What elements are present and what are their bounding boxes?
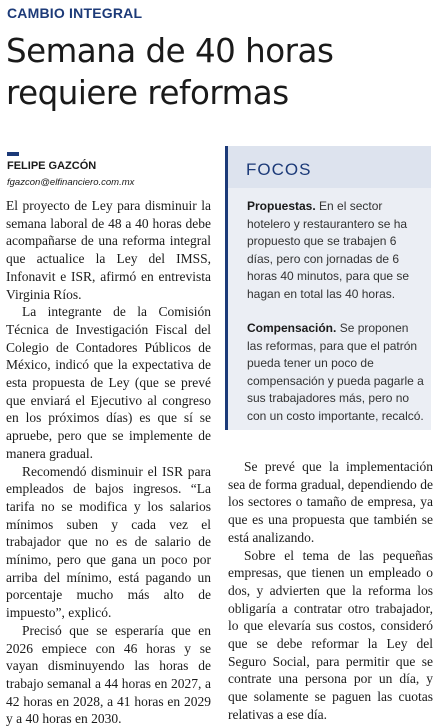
focos-header bbox=[228, 146, 431, 188]
focos-item-lead: Compensación. bbox=[247, 321, 337, 335]
focos-item-text: En el sector hotelero y restaurantero se ha propuesto que se trabajen 6 días, pero con jornadas de 6 horas 40 minutos, para que se hagan en total las 40 horas. bbox=[247, 199, 410, 301]
body-paragraph: Precisó que se esperaría que en 2026 empiece con 46 horas y se vayan disminuyendo las horas de trabajo semanal a 44 horas en 2027, a 42 horas en 2028, a 41 horas en 2029 y a 40 horas en 2030. bbox=[6, 622, 211, 727]
byline-author: FELIPE GAZCÓN bbox=[7, 160, 97, 172]
focos-sidebar bbox=[225, 146, 431, 430]
body-paragraph: Recomendó disminuir el ISR para empleados de bajos ingresos. “La tarifa no se modifica y los salarios mínimos suben y cada vez el trabajador que no es de salario de mínimo, pero que gana un poco por arriba del mínimo, está pagando un porcentaje mucho más alto de impuesto”, explicó. bbox=[6, 463, 211, 621]
focos-item-lead: Propuestas. bbox=[247, 199, 316, 213]
focos-item bbox=[247, 198, 424, 304]
body-paragraph: Sobre el tema de las pequeñas empresas, que tienen un empleado o dos, y advierten que la reforma los obligaría a contratar otro trabajador, lo que elevaría sus costos, consideró que se debe reformar la Ley del Seguro Social, para permitir que se contrate una persona por un día, y que solamente se paguen las cuotas relativas a ese día. bbox=[228, 547, 433, 722]
body-paragraph: Se prevé que la implementación sea de forma gradual, dependiendo de los sectores o tamaño de empresa, ya que es una propuesta que también se está analizando. bbox=[228, 459, 433, 545]
byline-rule bbox=[7, 152, 19, 156]
section-tag: CAMBIO INTEGRAL bbox=[7, 5, 143, 21]
focos-title: FOCOS bbox=[246, 160, 312, 179]
body-paragraph: La integrante de la Comisión Técnica de Investigación Fiscal del Colegio de Contadores Públicos de México, indicó que la expectativa de esta propuesta de Ley (que se prevé que enviará el Ejecutivo al congreso en los próximos días) es que sí se apruebe, pero que se implemente de manera gradual. bbox=[6, 304, 211, 461]
focos-item bbox=[247, 320, 424, 426]
focos-item-text: Se proponen las reformas, para que el patrón pueda tener un poco de compensación y pueda pagarle a sus trabajadores más, pero no con un costo importante, recalcó. bbox=[247, 321, 424, 423]
article-column-left bbox=[6, 197, 211, 728]
headline: Semana de 40 horas requiere reformas bbox=[6, 32, 334, 112]
body-paragraph: El proyecto de Ley para disminuir la semana laboral de 48 a 40 horas debe acompañarse de una reforma integral que actualice la Ley del IMSS, Infonavit e ISR, afirmó en entrevista Virginia Ríos. bbox=[6, 198, 211, 302]
article-column-right bbox=[228, 458, 433, 724]
byline-email[interactable]: fgazcon@elfinanciero.com.mx bbox=[7, 177, 135, 188]
